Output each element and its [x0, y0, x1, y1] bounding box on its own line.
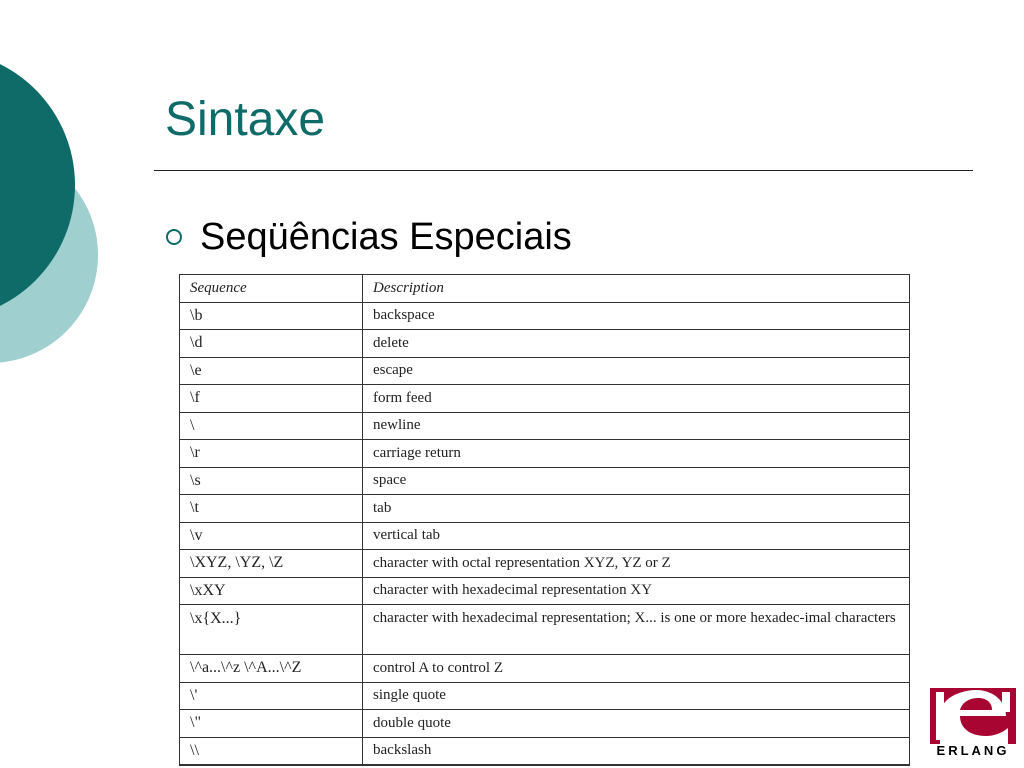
description-cell: space [363, 467, 910, 495]
description-cell: backslash [363, 737, 910, 765]
table-row [180, 302, 910, 330]
table-row [180, 737, 910, 765]
sequence-cell: \ [180, 412, 363, 440]
description-cell: single quote [363, 682, 910, 710]
slide-title: Sintaxe [165, 93, 326, 146]
table-row [180, 495, 910, 523]
description-cell: tab [363, 495, 910, 523]
sequence-cell: \xXY [180, 577, 363, 605]
description-cell: carriage return [363, 440, 910, 468]
decorative-circles [0, 0, 120, 420]
bullet-item [166, 214, 572, 260]
bullet-circle-icon [166, 229, 182, 245]
table-row [180, 522, 910, 550]
sequence-cell: \\ [180, 737, 363, 765]
description-cell: double quote [363, 710, 910, 738]
description-cell: character with hexadecimal representation XY [363, 577, 910, 605]
sequence-cell: \r [180, 440, 363, 468]
table-row [180, 682, 910, 710]
table-row [180, 440, 910, 468]
description-cell: backspace [363, 302, 910, 330]
header-description: Description [363, 275, 910, 303]
table-row [180, 577, 910, 605]
description-cell: escape [363, 357, 910, 385]
table-header-row [180, 275, 910, 303]
bullet-text: Seqüências Especiais [200, 216, 572, 258]
table-row [180, 357, 910, 385]
table-row [180, 412, 910, 440]
table-row [180, 467, 910, 495]
sequence-cell: \XYZ, \YZ, \Z [180, 550, 363, 578]
table-row [180, 655, 910, 683]
sequence-cell: \e [180, 357, 363, 385]
table-row [180, 385, 910, 413]
sequence-cell: \t [180, 495, 363, 523]
description-cell: character with octal representation XYZ, YZ or Z [363, 550, 910, 578]
table-row [180, 605, 910, 655]
table-row [180, 710, 910, 738]
description-cell: delete [363, 330, 910, 358]
description-cell: newline [363, 412, 910, 440]
table-row [180, 550, 910, 578]
table-row [180, 330, 910, 358]
sequence-cell: \s [180, 467, 363, 495]
description-cell: control A to control Z [363, 655, 910, 683]
sequence-cell: \b [180, 302, 363, 330]
sequence-cell: \v [180, 522, 363, 550]
sequence-cell: \d [180, 330, 363, 358]
sequence-cell: \" [180, 710, 363, 738]
description-cell: character with hexadecimal representation; X... is one or more hexadec-imal characters [363, 605, 910, 655]
header-sequence: Sequence [180, 275, 363, 303]
description-cell: vertical tab [363, 522, 910, 550]
description-cell: form feed [363, 385, 910, 413]
escape-sequence-table [179, 274, 910, 766]
title-divider [154, 170, 973, 171]
sequence-cell: \' [180, 682, 363, 710]
sequence-cell: \x{X...} [180, 605, 363, 655]
erlang-logo-text: ERLANG [936, 743, 1010, 758]
sequence-cell: \f [180, 385, 363, 413]
sequence-cell: \^a...\^z \^A...\^Z [180, 655, 363, 683]
